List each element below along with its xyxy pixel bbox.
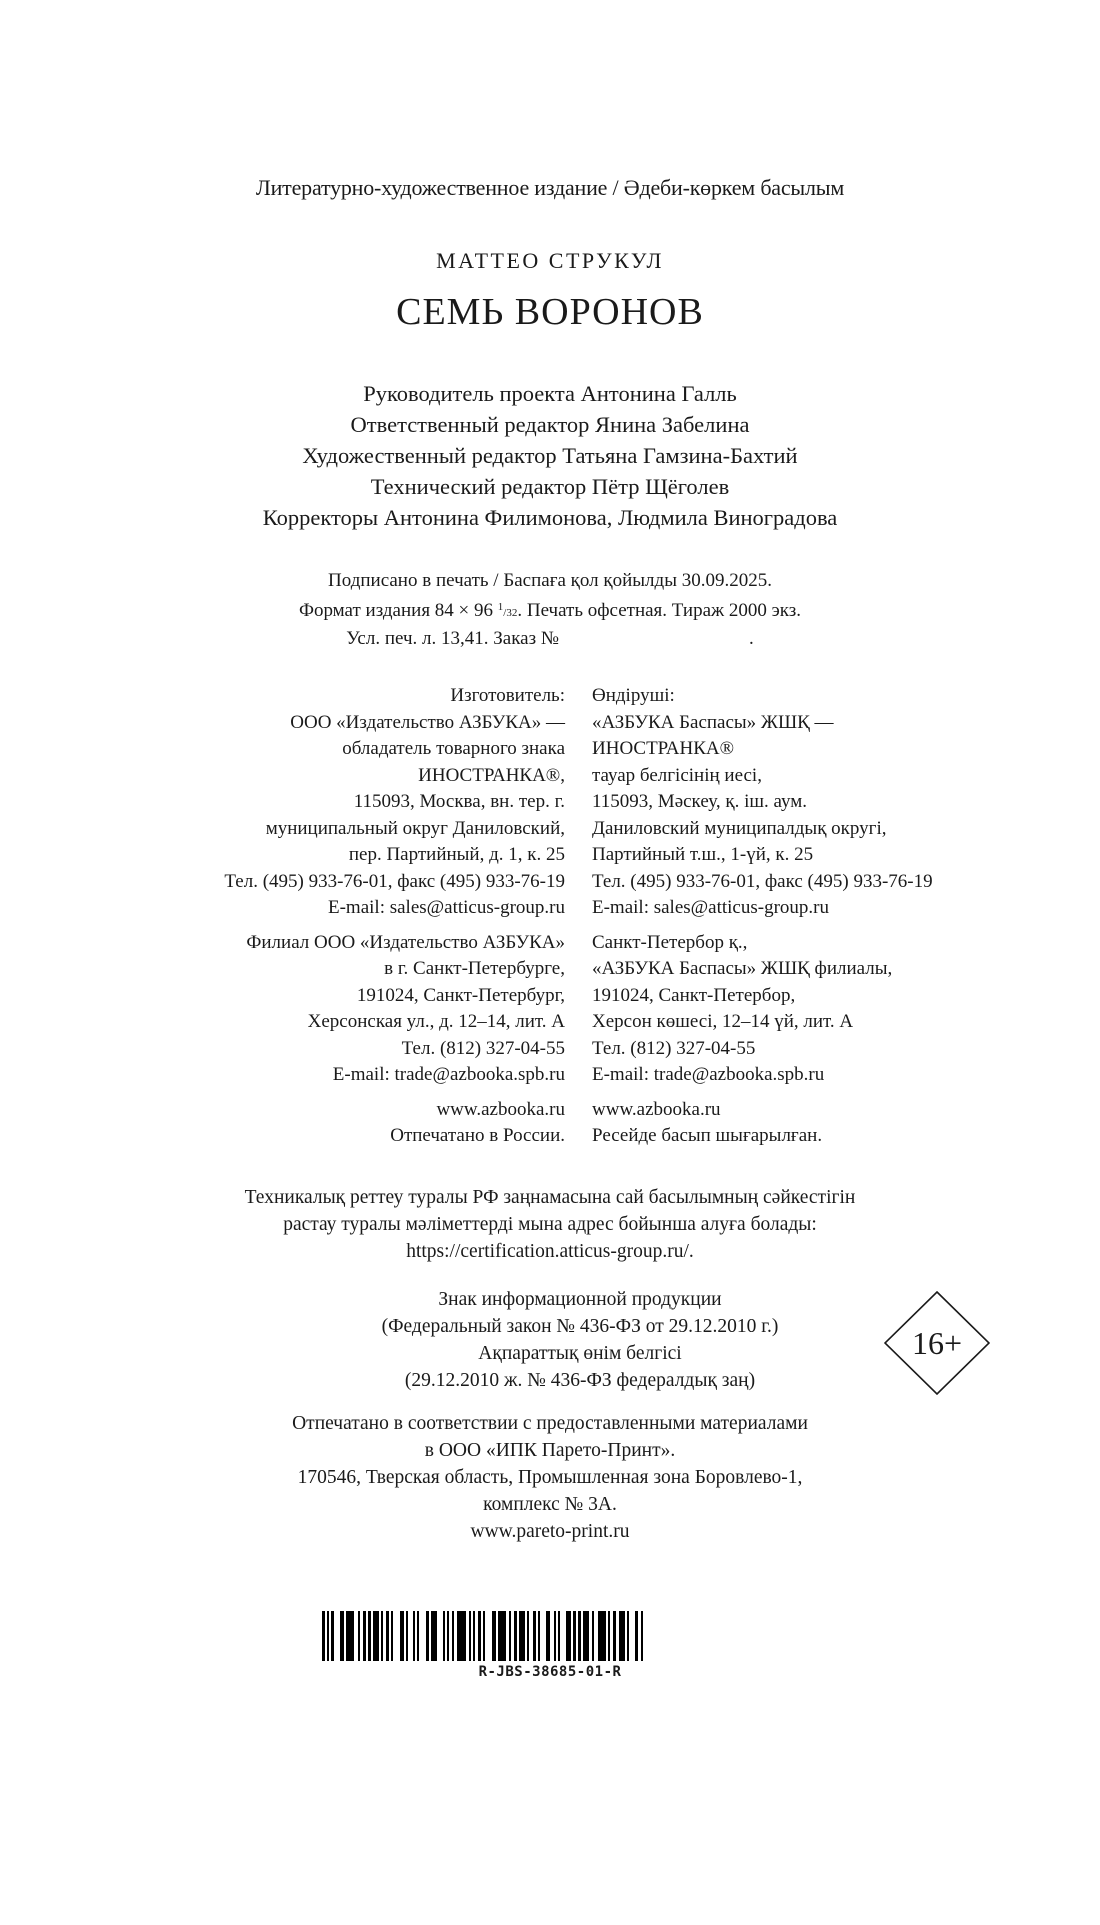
age-rating-badge xyxy=(884,1291,990,1395)
tech-regulation-note: Техникалық реттеу туралы РФ заңнамасына сай басылымның сәйкестігін растау туралы мәліметтерді мына адрес бойынша алуға болады: https://certification.atticus-group.ru/. xyxy=(0,1184,1100,1265)
website-kz: www.azbooka.ru xyxy=(592,1098,721,1120)
printer-info: Отпечатано в соответствии с предоставленными материалами в ООО «ИПК Парето-Принт». 170546, Тверская область, Промышленная зона Боровлево-1, комплекс № 3А. www.pareto-print.ru xyxy=(0,1410,1100,1545)
credit-technical-editor: Технический редактор Пётр Щёголев xyxy=(370,474,730,499)
credit-project-lead: Руководитель проекта Антонина Галль xyxy=(363,381,737,406)
certification-url: https://certification.atticus-group.ru/. xyxy=(406,1241,694,1262)
credit-art-editor: Художественный редактор Татьяна Гамзина-Бахтий xyxy=(302,443,798,468)
printer-website: www.pareto-print.ru xyxy=(470,1521,630,1542)
sheets-order-line: Усл. печ. л. 13,41. Заказ № . xyxy=(346,628,754,649)
barcode-code: R-JBS-38685-01-R xyxy=(478,1664,622,1680)
book-title: СЕМЬ ВОРОНОВ xyxy=(396,291,704,333)
genre-line: Литературно-художественное издание / Әдеби-көркем басылым xyxy=(255,175,845,200)
email-ru: E-mail: sales@atticus-group.ru xyxy=(328,897,565,918)
credits-block xyxy=(0,378,1100,533)
signed-for-print: Подписано в печать / Баспаға қол қойылды 30.09.2025. xyxy=(328,570,772,591)
barcode xyxy=(322,1611,832,1661)
author-name: МАТТЕО СТРУКУЛ xyxy=(436,248,664,273)
website-ru: www.azbooka.ru xyxy=(436,1098,565,1120)
age-rating-label: 16+ xyxy=(911,1325,963,1361)
email-kz: E-mail: sales@atticus-group.ru xyxy=(592,897,829,918)
credit-managing-editor: Ответственный редактор Янина Забелина xyxy=(350,412,750,437)
info-product-sign: Знак информационной продукции (Федеральный закон № 436-ФЗ от 29.12.2010 г.) Ақпараттық өнім белгісі (29.12.2010 ж. № 436-ФЗ федералдық заң) xyxy=(381,1289,779,1391)
email-branch-ru: E-mail: trade@azbooka.spb.ru xyxy=(332,1064,565,1085)
imprint-block xyxy=(0,568,1100,652)
email-branch-kz: E-mail: trade@azbooka.spb.ru xyxy=(592,1064,825,1085)
format-line: Формат издания 84 × 96 $^1$/32. Печать офсетная. Тираж 2000 экз. xyxy=(298,600,802,621)
credit-proofreaders: Корректоры Антонина Филимонова, Людмила Виноградова xyxy=(262,505,838,530)
manufacturer-ru-column: Изготовитель: ООО «Издательство АЗБУКА» — обладатель товарного знака ИНОСТРАНКА®, 115093, Москва, вн. тер. г. муниципальный округ Даниловский, пер. Партийный, д. 1, к. 25 Тел. (495) 933-76-01, факс (495) 933-76-19 E-mail: sales@atticus-group.ru Филиал ООО «Издательство АЗБУКА» в г. Санкт-Петербурге, 191024, Санкт-Петербург, Херсонская ул., д. 12–14, лит. А Тел. (812) 327-04-55 E-mail: trade@azbooka.spb.ru www.azbooka.ru Отпечатано в России. xyxy=(85,683,565,1150)
manufacturer-kz-column: Өндіруші: «АЗБУКА Баспасы» ЖШҚ — ИНОСТРАНКА® тауар белгісінің иесі, 115093, Мәскеу, қ. іш. аум. Даниловский муниципалдық округі, Партийный т.ш., 1-үй, к. 25 Тел. (495) 933-76-01, факс (495) 933-76-19 E-mail: sales@atticus-group.ru Санкт-Петербор қ., «АЗБУКА Баспасы» ЖШҚ филиалы, 191024, Санкт-Петербор, Херсон көшесі, 12–14 үй, лит. А Тел. (812) 327-04-55 E-mail: trade@azbooka.spb.ru www.azbooka.ru Ресейде басып шығарылған. xyxy=(592,683,1062,1150)
